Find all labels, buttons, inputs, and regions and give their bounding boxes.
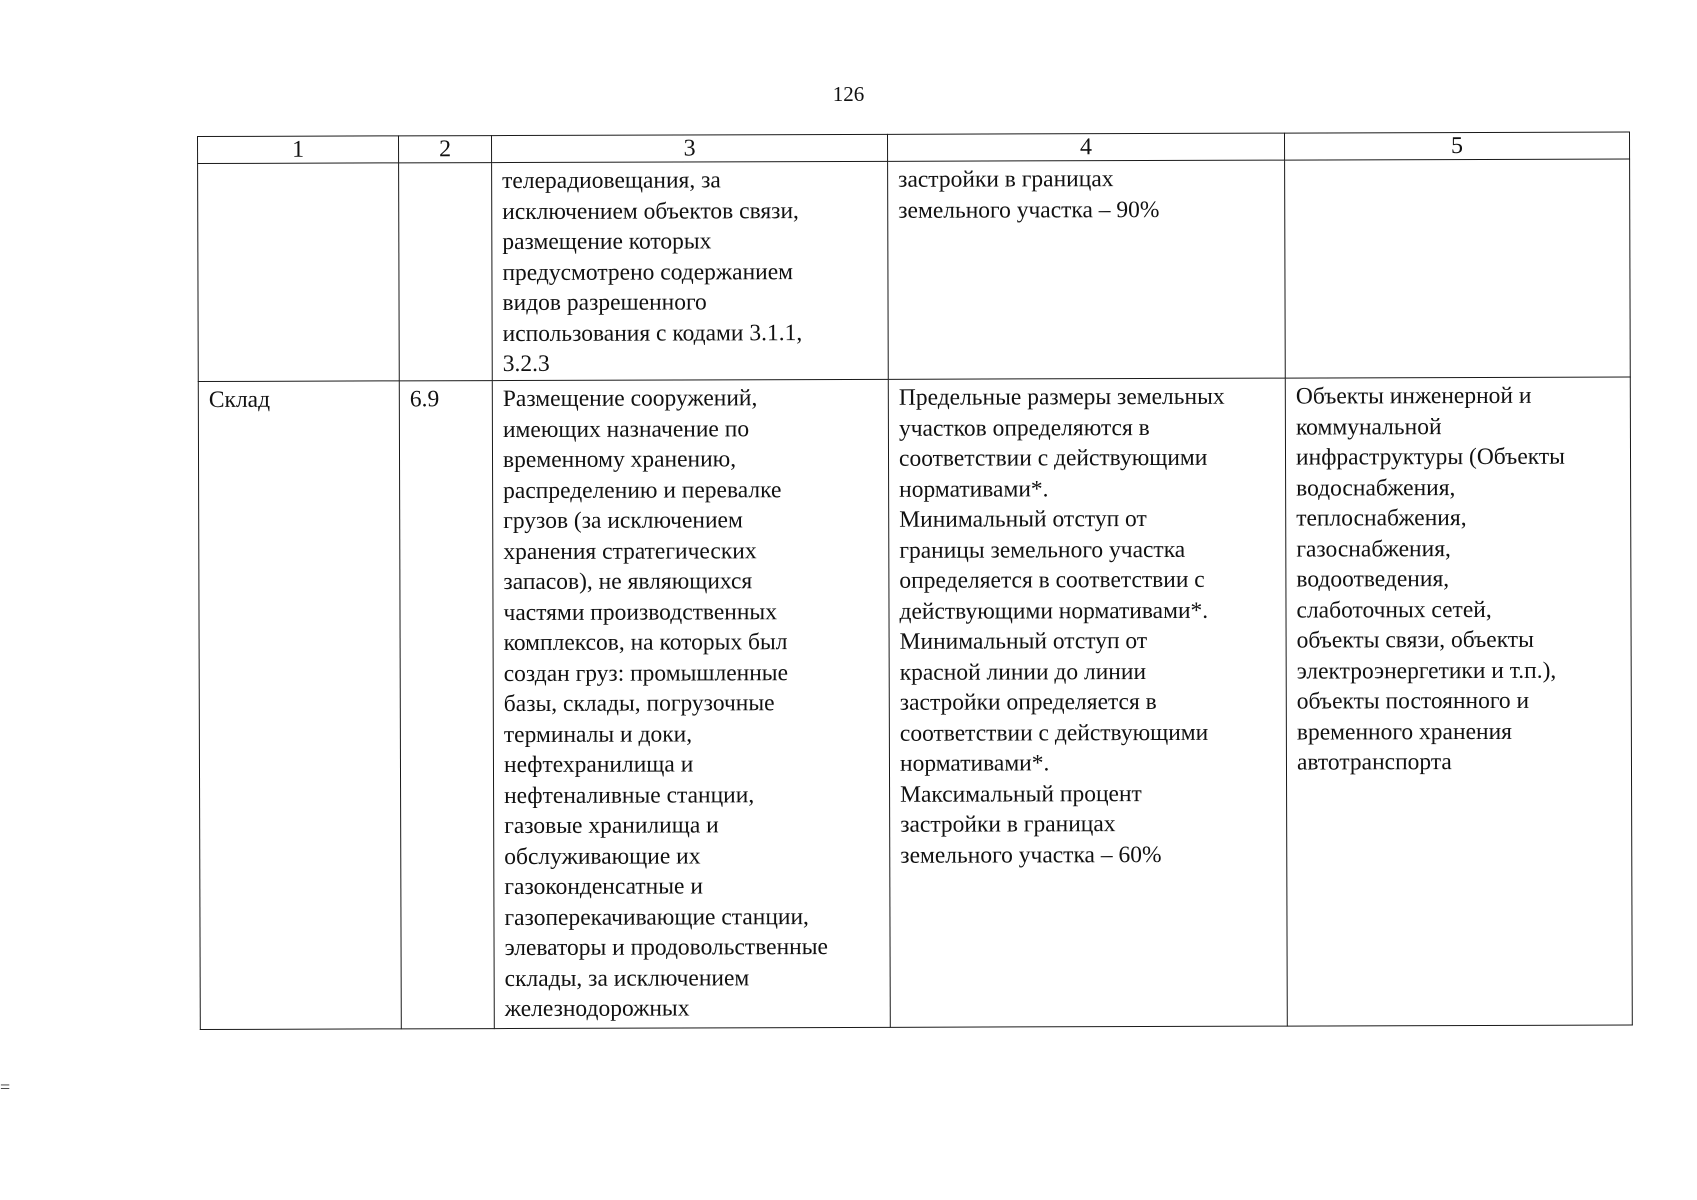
header-cell-col1: 1 [198, 136, 399, 164]
header-cell-col4: 4 [887, 133, 1284, 161]
use-name-cell [198, 163, 400, 382]
auxiliary-uses-cell [1285, 159, 1631, 378]
use-code-cell [399, 163, 493, 381]
table-row [198, 377, 1632, 1029]
use-code-cell: 6.9 [399, 381, 494, 1029]
margin-mark: = [0, 1077, 11, 1097]
header-cell-col5: 5 [1284, 132, 1629, 160]
use-description-cell: Размещение сооружений, имеющих назначение по временному хранению, распределению и перевалке грузов (за исключением хранения стратегических запасов), не являющихся частями производственных комплексов, на которых был создан груз: промышленные базы, склады, погрузочные терминалы и доки, нефтехранилища и нефтеналивные станции, газовые хранилища и обслуживающие их газоконденсатные и газоперекачивающие станции, элеваторы и продовольственные склады, за исключением железнодорожных [492, 379, 890, 1028]
parameters-cell: Предельные размеры земельных участков определяются в соответствии с действующими нормативами*. Минимальный отступ от границы земельного участка определяется в соответствии с действующими нормативами*. Минимальный отступ от красной линии до линии застройки определяется в соответствии с действующими нормативами*. Максимальный процент застройки в границах земельного участка – 60% [888, 378, 1287, 1027]
use-description-cell: телерадиовещания, за исключением объектов связи, размещение которых предусмотрено содержанием видов разрешенного использования с кодами 3.1.1, 3.2.3 [492, 161, 889, 380]
table-row [198, 159, 1631, 381]
auxiliary-uses-cell: Объекты инженерной и коммунальной инфраструктуры (Объекты водоснабжения, теплоснабжения, газоснабжения, водоотведения, слаботочных сетей, объекты связи, объекты электроэнергетики и т.п.), объекты постоянного и временного хранения автотранспорта [1285, 377, 1632, 1026]
parameters-cell: застройки в границах земельного участка – 90% [888, 160, 1286, 379]
use-name-cell: Склад [198, 381, 401, 1030]
header-cell-col3: 3 [492, 134, 888, 162]
header-cell-col2: 2 [399, 136, 492, 163]
regulations-table [197, 131, 1633, 1029]
page-number: 126 [832, 82, 865, 106]
